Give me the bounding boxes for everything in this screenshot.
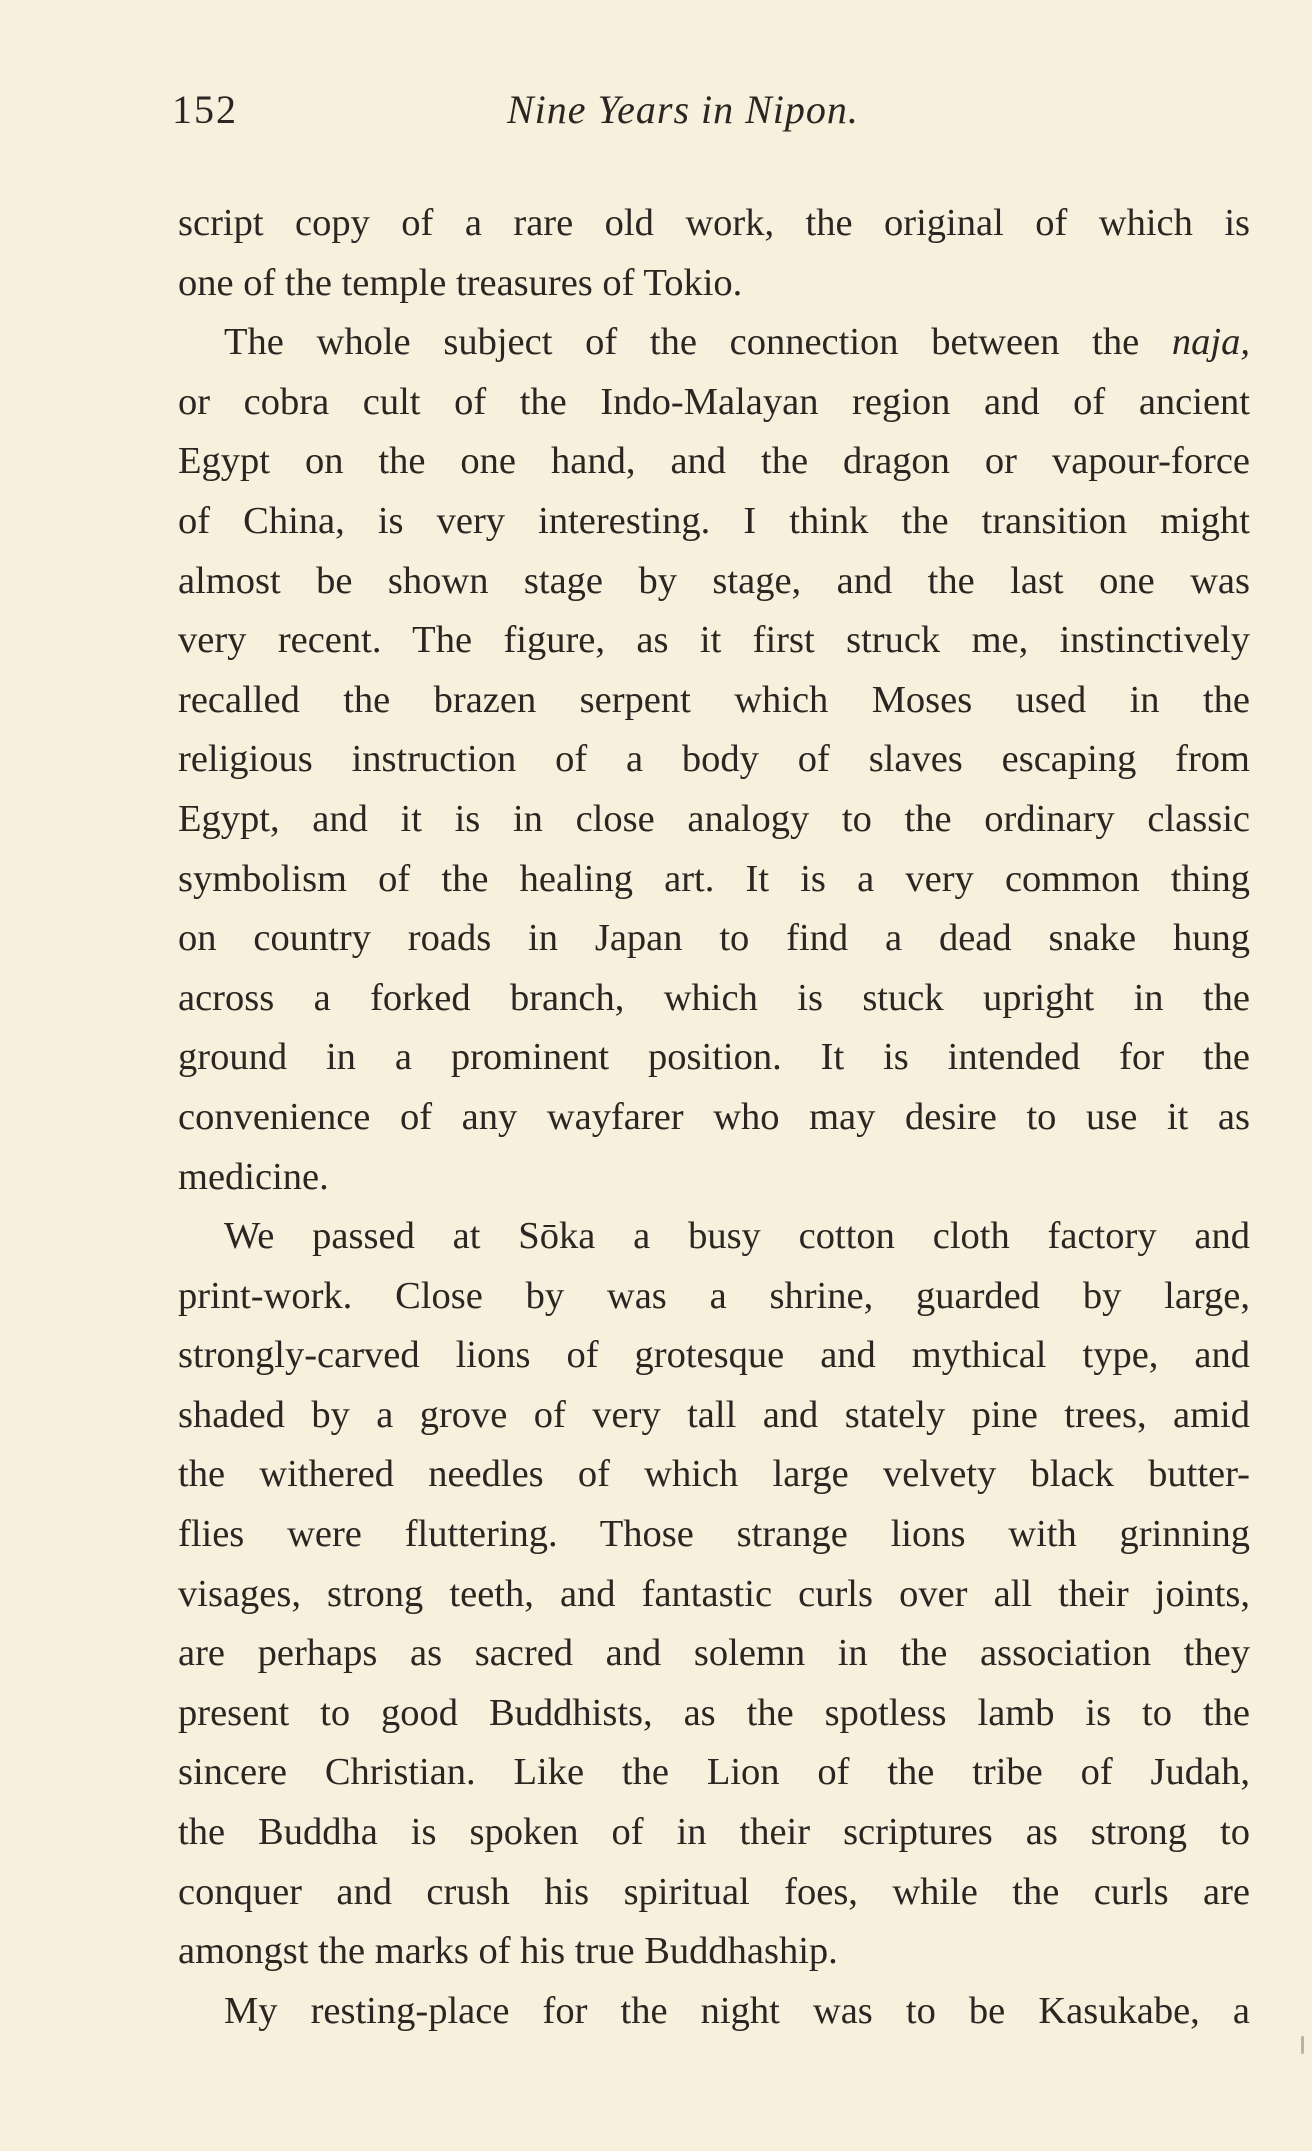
text-line: ground in a prominent position. It is intended for the bbox=[178, 1036, 1250, 1079]
text-line: visages, strong teeth, and fantastic curls over all their joints, bbox=[178, 1572, 1250, 1615]
text-line: the withered needles of which large velvety black butter- bbox=[178, 1453, 1250, 1496]
italic-word: naja, bbox=[1171, 321, 1250, 364]
text-line: sincere Christian. Like the Lion of the tribe of Judah, bbox=[178, 1751, 1250, 1794]
text-line: present to good Buddhists, as the spotless lamb is to the bbox=[178, 1691, 1250, 1734]
text-line bbox=[178, 313, 1250, 373]
text-line: convenience of any wayfarer who may desire to use it as bbox=[178, 1095, 1250, 1138]
text-line: Egypt on the one hand, and the dragon or vapour-force bbox=[178, 440, 1250, 483]
text-line: of China, is very interesting. I think the transition might bbox=[178, 499, 1250, 542]
text-line: across a forked branch, which is stuck upright in the bbox=[178, 976, 1250, 1019]
text-line: Egypt, and it is in close analogy to the ordinary classic bbox=[178, 797, 1250, 840]
body-text bbox=[178, 194, 1250, 2041]
text-fragment: The whole subject of the connection between the bbox=[224, 321, 1172, 364]
running-head bbox=[172, 86, 1252, 146]
text-line: very recent. The figure, as it first struck me, instinctively bbox=[178, 619, 1250, 662]
text-line: or cobra cult of the Indo-Malayan region and of ancient bbox=[178, 380, 1250, 423]
page-edge-mark bbox=[1301, 2036, 1304, 2054]
page-number: 152 bbox=[172, 87, 238, 132]
text-line: recalled the brazen serpent which Moses used in the bbox=[178, 678, 1250, 721]
running-title: Nine Years in Nipon. bbox=[507, 87, 859, 132]
text-line: on country roads in Japan to find a dead snake hung bbox=[178, 917, 1250, 960]
text-line: amongst the marks of his true Buddhaship. bbox=[178, 1930, 838, 1973]
text-line: almost be shown stage by stage, and the last one was bbox=[178, 559, 1250, 602]
text-line: strongly-carved lions of grotesque and mythical type, and bbox=[178, 1334, 1250, 1377]
text-line: symbolism of the healing art. It is a very common thing bbox=[178, 857, 1250, 900]
text-line: medicine. bbox=[178, 1155, 329, 1198]
text-line: are perhaps as sacred and solemn in the association they bbox=[178, 1632, 1250, 1675]
text-line: My resting-place for the night was to be Kasukabe, a bbox=[224, 1989, 1250, 2032]
text-line: flies were fluttering. Those strange lions with grinning bbox=[178, 1513, 1250, 1556]
text-line: religious instruction of a body of slaves escaping from bbox=[178, 738, 1250, 781]
text-line: the Buddha is spoken of in their scriptures as strong to bbox=[178, 1811, 1250, 1854]
text-line: script copy of a rare old work, the original of which is bbox=[178, 202, 1250, 244]
text-line: print-work. Close by was a shrine, guarded by large, bbox=[178, 1274, 1250, 1317]
text-line: conquer and crush his spiritual foes, while the curls are bbox=[178, 1870, 1250, 1913]
text-line: one of the temple treasures of Tokio. bbox=[178, 261, 743, 304]
text-line: shaded by a grove of very tall and stately pine trees, amid bbox=[178, 1393, 1250, 1436]
text-line: We passed at Sōka a busy cotton cloth factory and bbox=[224, 1215, 1250, 1258]
